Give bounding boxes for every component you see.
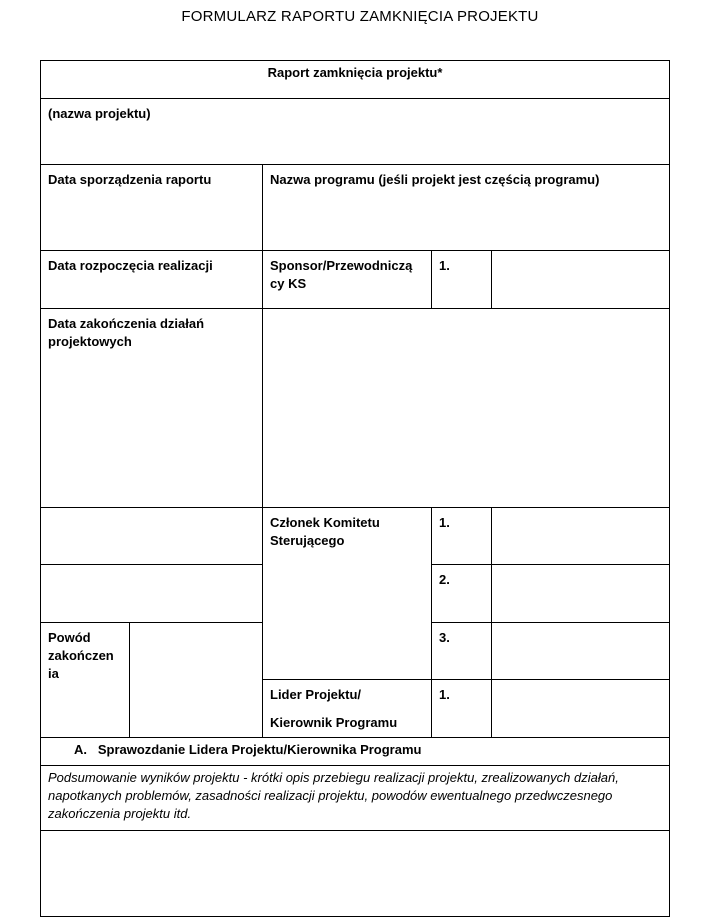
leader-label-line1: Lider Projektu/ bbox=[270, 687, 362, 702]
leader-number: 1. bbox=[432, 680, 492, 738]
section-a-heading: A. Sprawozdanie Lidera Projektu/Kierownika Programu bbox=[41, 738, 670, 766]
report-header: Raport zamknięcia projektu* bbox=[41, 61, 670, 99]
sponsor-label: Sponsor/Przewodniczą cy KS bbox=[263, 251, 432, 309]
report-date-field[interactable]: Data sporządzenia raportu bbox=[41, 165, 263, 251]
empty-left-cell-1[interactable] bbox=[41, 508, 263, 565]
project-name-field[interactable]: (nazwa projektu) bbox=[41, 99, 670, 165]
leader-name-field[interactable] bbox=[492, 680, 670, 738]
committee-label: Członek Komitetu Sterującego bbox=[263, 508, 432, 680]
end-date-value-field[interactable] bbox=[263, 309, 670, 508]
sponsor-number: 1. bbox=[432, 251, 492, 309]
leader-label-line2: Kierownik Programu bbox=[270, 715, 398, 730]
committee-number-1: 1. bbox=[432, 508, 492, 565]
section-a-answer-field[interactable] bbox=[41, 831, 670, 917]
leader-label bbox=[263, 680, 432, 738]
form-title: FORMULARZ RAPORTU ZAMKNIĘCIA PROJEKTU bbox=[181, 8, 539, 25]
committee-member-3-field[interactable] bbox=[492, 623, 670, 680]
committee-number-2: 2. bbox=[432, 565, 492, 623]
sponsor-name-field[interactable] bbox=[492, 251, 670, 309]
closure-reason-field[interactable] bbox=[130, 623, 263, 738]
committee-member-2-field[interactable] bbox=[492, 565, 670, 623]
committee-number-3: 3. bbox=[432, 623, 492, 680]
empty-left-cell-2[interactable] bbox=[41, 565, 263, 623]
start-date-field[interactable]: Data rozpoczęcia realizacji bbox=[41, 251, 263, 309]
closure-reason-label: Powód zakończen ia bbox=[41, 623, 130, 738]
section-a-description: Podsumowanie wyników projektu - krótki opis przebiegu realizacji projektu, zrealizowanych działań, napotkanych problemów, zasadności realizacji projektu, powodów ewentualnego przedwczesnego zakończenia projektu itd. bbox=[41, 766, 670, 831]
program-name-field[interactable]: Nazwa programu (jeśli projekt jest częścią programu) bbox=[263, 165, 670, 251]
committee-member-1-field[interactable] bbox=[492, 508, 670, 565]
end-date-field[interactable]: Data zakończenia działań projektowych bbox=[41, 309, 263, 508]
project-closure-form bbox=[40, 60, 670, 917]
